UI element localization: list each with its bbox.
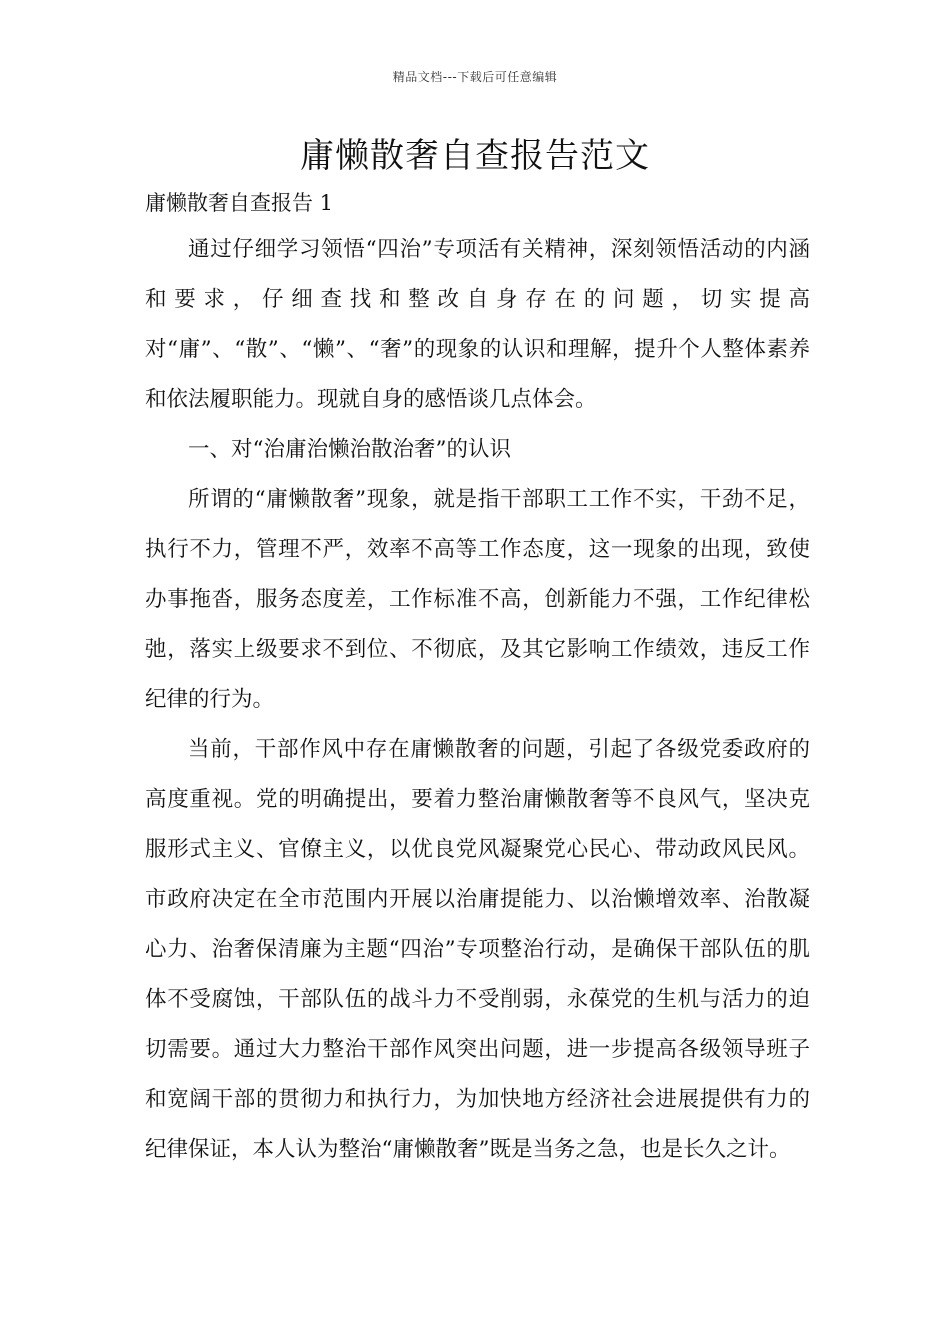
body-text: [145, 225, 810, 1175]
header-note: 精品文档---下载后可任意编辑: [392, 70, 558, 84]
page-title: 庸懒散奢自查报告范文: [300, 136, 650, 176]
paragraph: 通过仔细学习领悟“四治”专项活有关精神，深刻领悟活动的内涵和要求，仔细查找和整改自身存在的问题，切实提高对“庸”、“散”、“懒”、“奢”的现象的认识和理解，提升个人整体素养和依法履职能力。现就自身的感悟谈几点体会。: [145, 237, 810, 412]
paragraph: 所谓的“庸懒散奢”现象，就是指干部职工工作不实，干劲不足，执行不力，管理不严，效率不高等工作态度，这一现象的出现，致使办事拖沓，服务态度差，工作标准不高，创新能力不强，工作纪律松弛，落实上级要求不到位、不彻底，及其它影响工作绩效，违反工作纪律的行为。: [145, 487, 810, 712]
section-subtitle: 庸懒散奢自查报告 1: [145, 191, 334, 215]
section-heading: 一、对“治庸治懒治散治奢”的认识: [188, 437, 511, 462]
paragraph: 当前，干部作风中存在庸懒散奢的问题，引起了各级党委政府的高度重视。党的明确提出，要着力整治庸懒散奢等不良风气，坚决克服形式主义、官僚主义，以优良党风凝聚党心民心、带动政风民风。市政府决定在全市范围内开展以治庸提能力、以治懒增效率、治散凝心力、治奢保清廉为主题“四治”专项整治行动，是确保干部队伍的肌体不受腐蚀，干部队伍的战斗力不受削弱，永葆党的生机与活力的迫切需要。通过大力整治干部作风突出问题，进一步提高各级领导班子和宽阔干部的贯彻力和执行力，为加快地方经济社会进展提供有力的纪律保证，本人认为整治“庸懒散奢”既是当务之急，也是长久之计。: [145, 737, 810, 1162]
